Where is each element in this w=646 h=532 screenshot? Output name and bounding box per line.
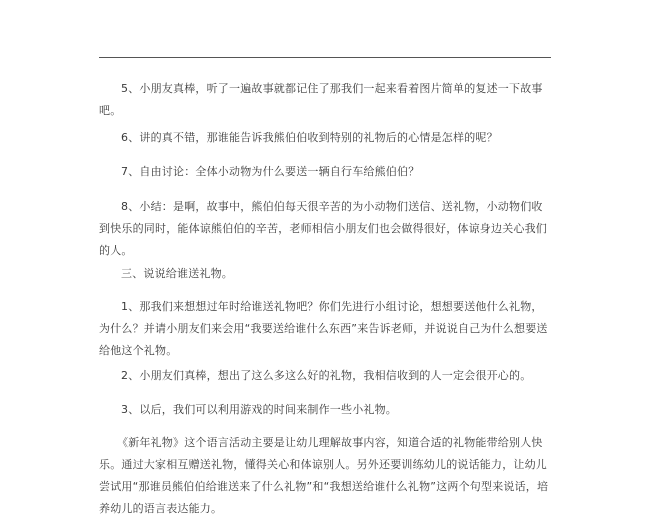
paragraph-step-8: 8、小结：是啊，故事中，熊伯伯每天很辛苦的为小动物们送信、送礼物，小动物们收到快乐的同时，能体谅熊伯伯的辛苦，老师相信小朋友们也会做得很好，体谅身边关心我们的人。 <box>99 200 547 257</box>
paragraph-step-7: 7、自由讨论：全体小动物为什么要送一辆自行车给熊伯伯？ <box>121 165 420 178</box>
header-rule <box>99 57 551 58</box>
paragraph-step-5: 5、小朋友真棒，听了一遍故事就都记住了那我们一起来看着图片简单的复述一下故事吧。 <box>99 82 543 117</box>
paragraph-step-6: 6、讲的真不错，那谁能告诉我熊伯伯收到特别的礼物后的心情是怎样的呢？ <box>121 131 498 144</box>
paragraph-discussion-2: 2、小朋友们真棒，想出了这么多这么好的礼物，我相信收到的人一定会很开心的。 <box>121 369 532 382</box>
paragraph-discussion-1: 1、那我们来想想过年时给谁送礼物吧？你们先进行小组讨论，想想要送他什么礼物，为什么？并请小朋友们来会用“我要送给谁什么东西”来告诉老师，并说说自己为什么想要送给他这个礼物。 <box>99 300 548 357</box>
paragraph-discussion-3: 3、以后，我们可以利用游戏的时间来制作一些小礼物。 <box>121 403 397 416</box>
section-heading-3: 三、说说给谁送礼物。 <box>121 267 233 280</box>
paragraph-summary: 《新年礼物》这个语言活动主要是让幼儿理解故事内容，知道合适的礼物能带给别人快乐。通过大家相互赠送礼物，懂得关心和体谅别人。另外还要训练幼儿的说话能力，让幼儿尝试用“那谁员熊伯伯给谁送来了什么礼物”和“我想送给谁什么礼物”这两个句型来说话，培养幼儿的语言表达能力。 <box>99 436 549 515</box>
